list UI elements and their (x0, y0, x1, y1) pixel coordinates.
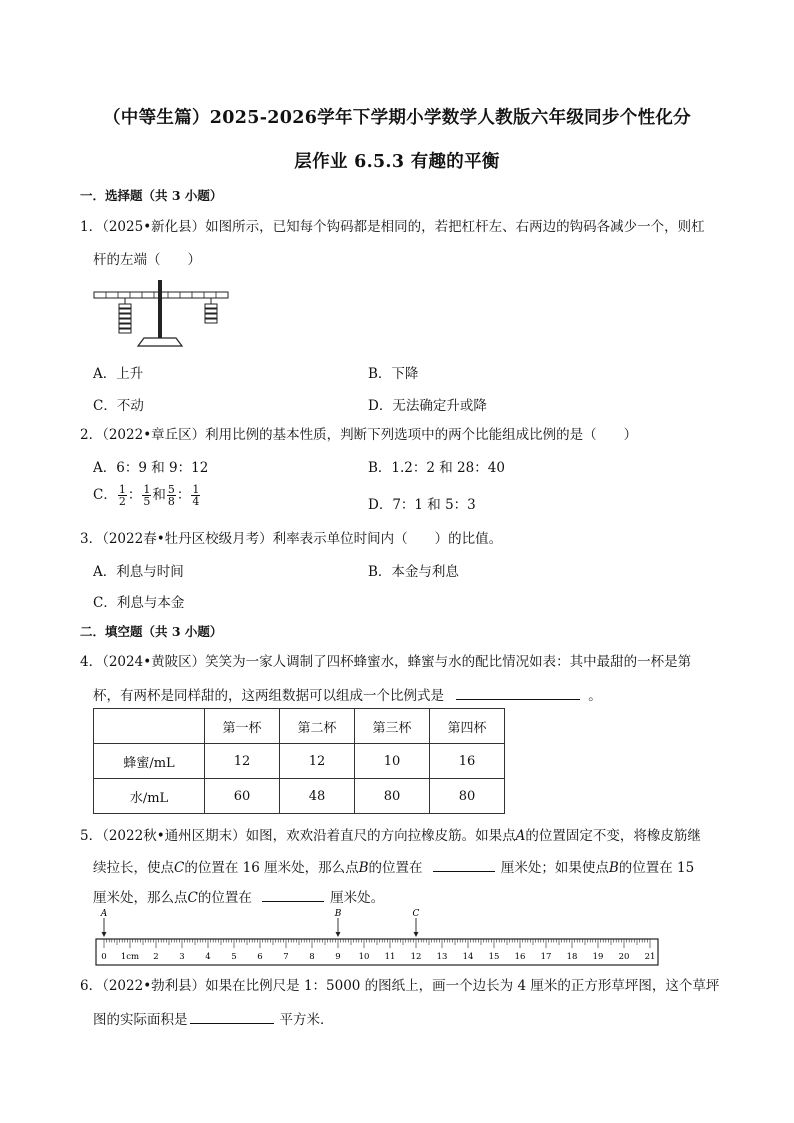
answer-blank[interactable] (190, 1009, 274, 1024)
ruler-label: 3 (179, 952, 185, 962)
lever-balance-figure (92, 278, 232, 350)
page-title-line2: 层作业 6.5.3 有趣的平衡 (294, 152, 500, 172)
ruler-label: 8 (309, 952, 315, 962)
q1-option-a: A．上升 (93, 366, 144, 382)
q3-option-a: A．利息与时间 (93, 564, 184, 580)
ruler-figure (92, 908, 664, 970)
ruler-label: 14 (462, 952, 474, 962)
ruler-label: 9 (335, 952, 341, 962)
table-cell: 16 (430, 744, 505, 779)
table-cell: 10 (355, 744, 430, 779)
ruler-label: 4 (205, 952, 211, 962)
page-title: （中等生篇）2025-2026学年下学期小学数学人教版六年级同步个性化分 (103, 108, 691, 128)
question-5-text-cont2: 厘米处，那么点C的位置在 厘米处。 (93, 886, 723, 906)
ruler-label: 12 (410, 952, 422, 962)
q2-option-d: D．7：1 和 5：3 (368, 497, 476, 513)
ruler-label: 10 (358, 952, 370, 962)
ruler-label: 18 (566, 952, 578, 962)
question-3-text: 3．（2022春•牡丹区校级月考）利率表示单位时间内（ ）的比值。 (80, 531, 503, 547)
section-heading-choice: 一．选择题（共 3 小题） (80, 188, 223, 203)
honey-water-table (93, 708, 505, 814)
table-cell: 12 (205, 744, 280, 779)
question-5-text-cont: 续拉长，使点C的位置在 16 厘米处，那么点B的位置在 厘米处；如果使点B的位置在 15 (93, 856, 723, 876)
point-arrow (414, 932, 419, 937)
q2-option-c-label: C． (93, 487, 117, 503)
table-cell: 12 (280, 744, 355, 779)
q1-option-c: C．不动 (93, 398, 144, 414)
q2-option-b: B．1.2：2 和 28：40 (368, 460, 505, 476)
q2-option-a: A．6：9 和 9：12 (93, 460, 209, 476)
ruler-label: 19 (592, 952, 604, 962)
question-4-text: 4．（2024•黄陂区）笑笑为一家人调制了四杯蜂蜜水，蜂蜜与水的配比情况如表：其中最甜的一杯是第 (80, 654, 692, 670)
q1-option-d: D．无法确定升或降 (368, 398, 487, 414)
ruler-label: 6 (257, 952, 263, 962)
table-cell: 80 (430, 779, 505, 814)
fraction: $\frac{1}{5}$ (143, 483, 151, 508)
ruler-label: 16 (514, 952, 526, 962)
q3-option-b: B．本金与利息 (368, 564, 459, 580)
question-1-text: 1．（2025•新化县）如图所示，已知每个钩码都是相同的，若把杠杆左、右两边的钩码各减少一个，则杠 (80, 219, 705, 235)
answer-blank[interactable] (262, 887, 324, 902)
table-header-cell: 第三杯 (355, 709, 430, 744)
answer-blank[interactable] (456, 685, 580, 700)
row-label: 水/mL (94, 779, 205, 814)
table-cell: 80 (355, 779, 430, 814)
section-heading-fill: 二．填空题（共 3 小题） (80, 624, 223, 639)
point-label: A (100, 909, 108, 919)
table-header-cell (94, 709, 205, 744)
table-cell: 60 (205, 779, 280, 814)
ruler-label: 17 (540, 952, 552, 962)
table-row (94, 744, 505, 779)
point-arrow (336, 932, 341, 937)
ruler-label: 11 (384, 952, 396, 962)
fraction: $\frac{1}{4}$ (192, 483, 200, 508)
question-4-text-cont: 杯，有两杯是同样甜的，这两组数据可以组成一个比例式是 。 (93, 684, 723, 704)
point-label: B (334, 909, 342, 919)
ruler-label: 21 (644, 952, 656, 962)
question-2-text: 2．（2022•章丘区）利用比例的基本性质，判断下列选项中的两个比能组成比例的是（ ） (80, 427, 638, 443)
question-1-text-cont: 杆的左端（ ） (93, 252, 201, 268)
ruler-label: 1cm (120, 952, 140, 962)
q4-text-part: 杯，有两杯是同样甜的，这两组数据可以组成一个比例式是 (93, 688, 444, 704)
question-6-text-cont: 图的实际面积是 平方米． (93, 1008, 723, 1028)
q3-option-c: C．利息与本金 (93, 595, 185, 611)
question-5-text: 5．（2022秋•通州区期末）如图，欢欢沿着直尺的方向拉橡皮筋。如果点A的位置固定不变，将橡皮筋继 (80, 828, 701, 844)
table-header-cell: 第一杯 (205, 709, 280, 744)
table-header-cell: 第二杯 (280, 709, 355, 744)
question-6-text: 6．（2022•勃利县）如果在比例尺是 1：5000 的图纸上，画一个边长为 4 厘米的正方形草坪图，这个草坪 (80, 978, 720, 994)
ruler-label: 5 (231, 952, 237, 962)
answer-blank[interactable] (433, 857, 495, 872)
point-label: C (412, 909, 420, 919)
table-header-cell: 第四杯 (430, 709, 505, 744)
point-arrow (102, 932, 107, 937)
ruler-label: 15 (488, 952, 500, 962)
table-header-row (94, 709, 505, 744)
ruler-label: 0 (101, 952, 107, 962)
table-row (94, 779, 505, 814)
q1-option-b: B．下降 (368, 366, 419, 382)
ruler-label: 2 (153, 952, 159, 962)
q2-option-c: C． $\frac{1}{2}$ ： $\frac{1}{5}$ 和 $\frac{5}{8}$ ： $\frac{1}{4}$ (93, 483, 200, 508)
fraction: $\frac{5}{8}$ (167, 483, 175, 508)
ruler-label: 20 (618, 952, 630, 962)
ruler-label: 7 (283, 952, 289, 962)
table-cell: 48 (280, 779, 355, 814)
fraction: $\frac{1}{2}$ (118, 483, 126, 508)
ruler-label: 13 (436, 952, 448, 962)
row-label: 蜂蜜/mL (94, 744, 205, 779)
